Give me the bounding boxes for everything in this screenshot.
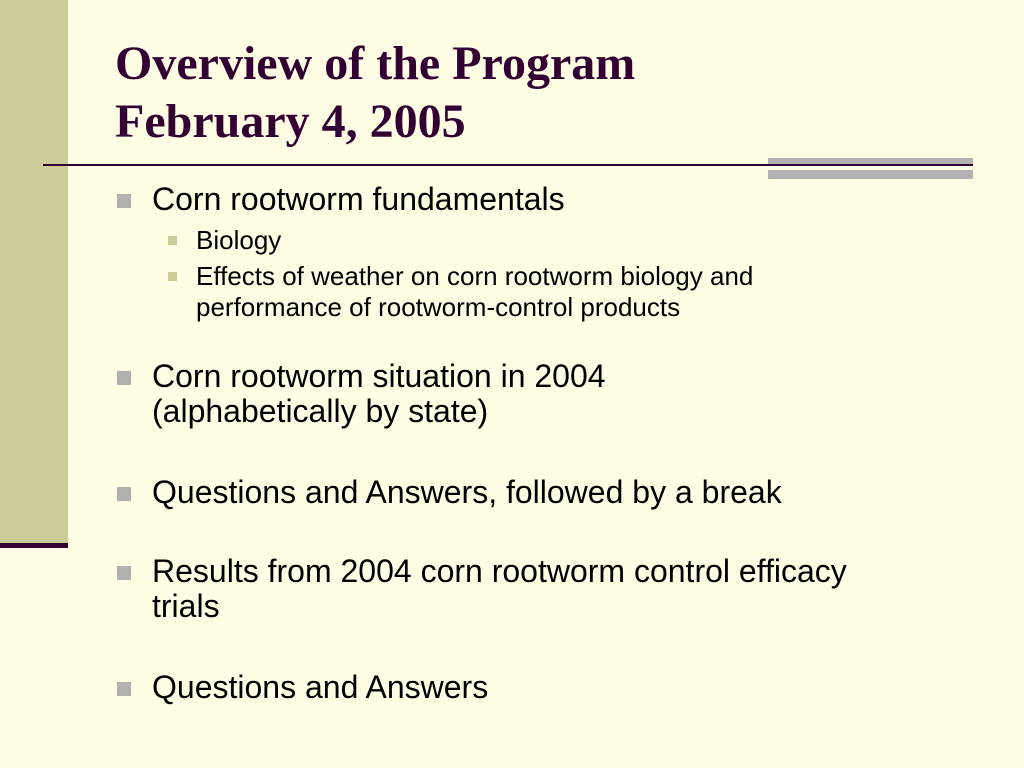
left-accent-line [0, 543, 68, 548]
bullet-item-5: Questions and Answers [152, 669, 489, 705]
bullet-marker-icon [117, 371, 131, 385]
left-decorative-band [0, 0, 68, 543]
bullet-marker-icon [117, 682, 131, 696]
sub-bullet-item-2-line-2: performance of rootworm-control products [196, 292, 681, 322]
sub-bullet-marker-icon [168, 236, 177, 245]
title-divider [43, 164, 973, 166]
bullet-item-3: Questions and Answers, followed by a break [152, 474, 782, 510]
slide-title-line-1: Overview of the Program [115, 37, 636, 90]
bullet-item-1: Corn rootworm fundamentals [152, 181, 565, 217]
slide-title [115, 35, 635, 151]
bullet-marker-icon [117, 566, 131, 580]
bullet-item-2-line-2: (alphabetically by state) [152, 393, 489, 429]
bullet-item-4-line-1: Results from 2004 corn rootworm control efficacy [152, 553, 847, 589]
sub-bullet-item-2-line-1: Effects of weather on corn rootworm biology and [196, 261, 754, 291]
decorative-bar-bottom [768, 170, 973, 179]
slide-title-line-2: February 4, 2005 [115, 95, 466, 148]
decorative-bar-top [768, 158, 973, 164]
sub-bullet-marker-icon [168, 272, 177, 281]
sub-bullet-item-1: Biology [196, 225, 282, 255]
bullet-marker-icon [117, 194, 131, 208]
bullet-item-2-line-1: Corn rootworm situation in 2004 [152, 358, 606, 394]
bullet-marker-icon [117, 487, 131, 501]
bullet-item-4-line-2: trials [152, 588, 220, 624]
